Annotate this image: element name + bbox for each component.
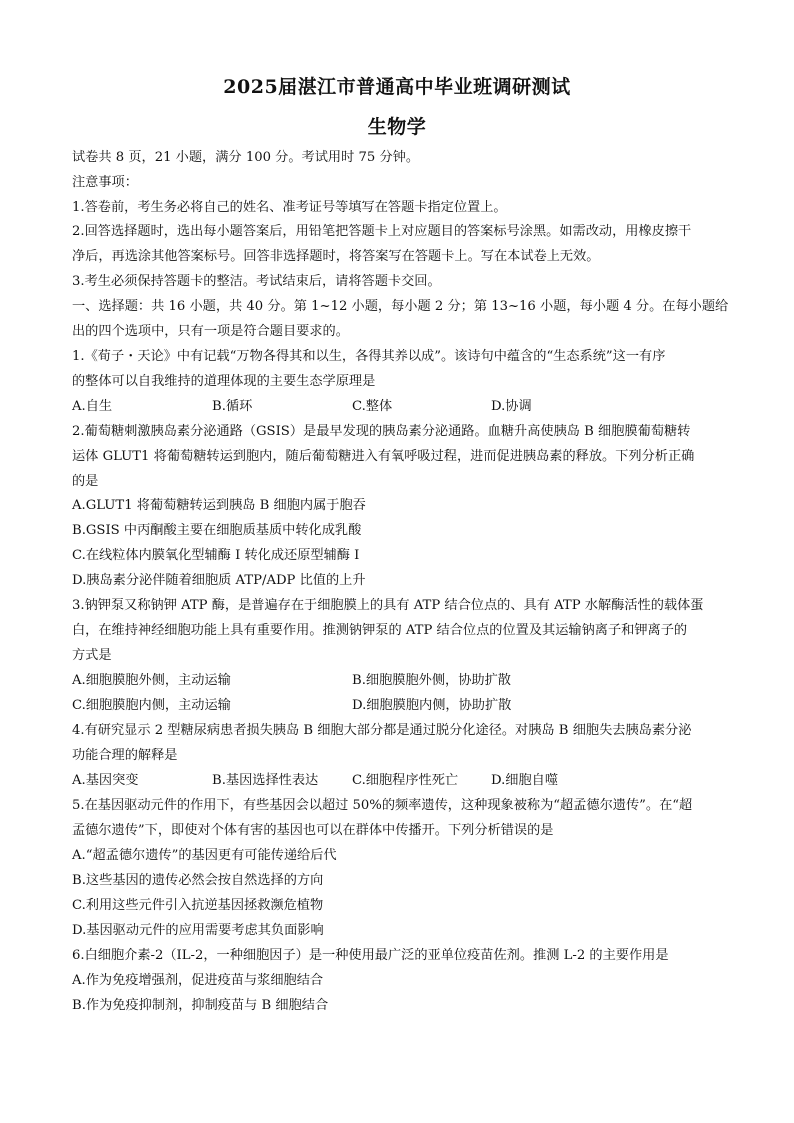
- q4-stem-line-1: 4.有研究显示 2 型糖尿病患者损失胰岛 B 细胞大部分都是通过脱分化途径。对胰岛 B 细胞失去胰岛素分泌: [72, 723, 692, 738]
- q6-option-b: B.作为免疫抑制剂，抑制疫苗与 B 细胞结合: [72, 998, 329, 1013]
- q4-stem-line-2: 功能合理的解释是: [72, 748, 178, 763]
- notice-2-line-1: 2.回答选择题时，选出每小题答案后，用铅笔把答题卡上对应题目的答案标号涂黑。如需改动，用橡皮擦干: [72, 224, 692, 239]
- q3-stem-line-3: 方式是: [72, 648, 112, 663]
- exam-summary: 试卷共 8 页，21 小题，满分 100 分。考试用时 75 分钟。: [72, 150, 420, 165]
- q6-option-a: A.作为免疫增强剂，促进疫苗与浆细胞结合: [72, 973, 324, 988]
- q1-option-a: A.自生: [72, 399, 113, 414]
- q1-option-c: C.整体: [352, 399, 393, 414]
- q2-option-d: D.胰岛素分泌伴随着细胞质 ATP/ADP 比值的上升: [72, 573, 366, 588]
- q5-option-a: A.“超孟德尔遗传”的基因更有可能传递给后代: [72, 848, 337, 863]
- notice-1: 1.答卷前，考生务必将自己的姓名、准考证号等填写在答题卡指定位置上。: [72, 200, 507, 215]
- notice-3: 3.考生必须保持答题卡的整洁。考试结束后，请将答题卡交回。: [72, 274, 441, 289]
- q2-stem-line-2: 运体 GLUT1 将葡萄糖转运到胞内，随后葡萄糖进入有氧呼吸过程，进而促进胰岛素的释放。下列分析正确: [72, 449, 695, 464]
- notice-heading: 注意事项：: [72, 175, 138, 190]
- q3-stem-line-2: 白，在维持神经细胞功能上具有重要作用。推测钠钾泵的 ATP 结合位点的位置及其运输钠离子和钾离子的: [72, 623, 688, 638]
- notice-2-line-2: 净后，再选涂其他答案标号。回答非选择题时，将答案写在答题卡上。写在本试卷上无效。: [72, 249, 600, 264]
- q5-option-d: D.基因驱动元件的应用需要考虑其负面影响: [72, 923, 324, 938]
- q1-stem-line-2: 的整体可以自我维持的道理体现的主要生态学原理是: [72, 374, 376, 389]
- q5-option-c: C.利用这些元件引入抗逆基因拯救濒危植物: [72, 898, 324, 913]
- exam-title: 2025届湛江市普通高中毕业班调研测试: [223, 76, 571, 98]
- q5-stem-line-2: 孟德尔遗传”下，即使对个体有害的基因也可以在群体中传播开。下列分析错误的是: [72, 823, 554, 838]
- q2-stem-line-3: 的是: [72, 474, 99, 489]
- q3-option-c: C.细胞膜胞内侧，主动运输: [72, 698, 231, 713]
- q2-stem-line-1: 2.葡萄糖刺激胰岛素分泌通路（GSIS）是最早发现的胰岛素分泌通路。血糖升高使胰岛 B 细胞膜葡萄糖转: [72, 424, 691, 439]
- q3-option-d: D.细胞膜胞内侧，协助扩散: [352, 698, 512, 713]
- q1-option-d: D.协调: [491, 399, 532, 414]
- q1-stem-line-1: 1.《荀子・天论》中有记载“万物各得其和以生，各得其养以成”。该诗句中蕴含的“生态系统”这一有序: [72, 349, 666, 364]
- q3-option-b: B.细胞膜胞外侧，协助扩散: [352, 673, 511, 688]
- section-heading-line-2: 出的四个选项中，只有一项是符合题目要求的。: [72, 324, 349, 339]
- q4-option-b: B.基因选择性表达: [212, 773, 319, 788]
- q5-option-b: B.这些基因的遗传必然会按自然选择的方向: [72, 873, 324, 888]
- q3-option-a: A.细胞膜胞外侧，主动运输: [72, 673, 231, 688]
- q2-option-b: B.GSIS 中丙酮酸主要在细胞质基质中转化成乳酸: [72, 523, 362, 538]
- q5-stem-line-1: 5.在基因驱动元件的作用下，有些基因会以超过 50%的频率遗传，这种现象被称为“超孟德尔遗传”。在“超: [72, 798, 693, 813]
- q2-option-c: C.在线粒体内膜氧化型辅酶 I 转化成还原型辅酶 I: [72, 548, 360, 563]
- q4-option-c: C.细胞程序性死亡: [352, 773, 459, 788]
- subject-title: 生物学: [367, 116, 427, 138]
- section-heading-line-1: 一、选择题：共 16 小题，共 40 分。第 1~12 小题，每小题 2 分；第 13~16 小题，每小题 4 分。在每小题给: [72, 299, 729, 314]
- q4-option-d: D.细胞自噬: [491, 773, 559, 788]
- q6-stem-line-1: 6.白细胞介素-2（IL-2，一种细胞因子）是一种使用最广泛的亚单位疫苗佐剂。推测 L-2 的主要作用是: [72, 948, 669, 963]
- q1-option-b: B.循环: [212, 399, 253, 414]
- q3-stem-line-1: 3.钠钾泵又称钠钾 ATP 酶，是普遍存在于细胞膜上的具有 ATP 结合位点的、具有 ATP 水解酶活性的载体蛋: [72, 598, 704, 613]
- q2-option-a: A.GLUT1 将葡萄糖转运到胰岛 B 细胞内属于胞吞: [72, 498, 366, 513]
- q4-option-a: A.基因突变: [72, 773, 139, 788]
